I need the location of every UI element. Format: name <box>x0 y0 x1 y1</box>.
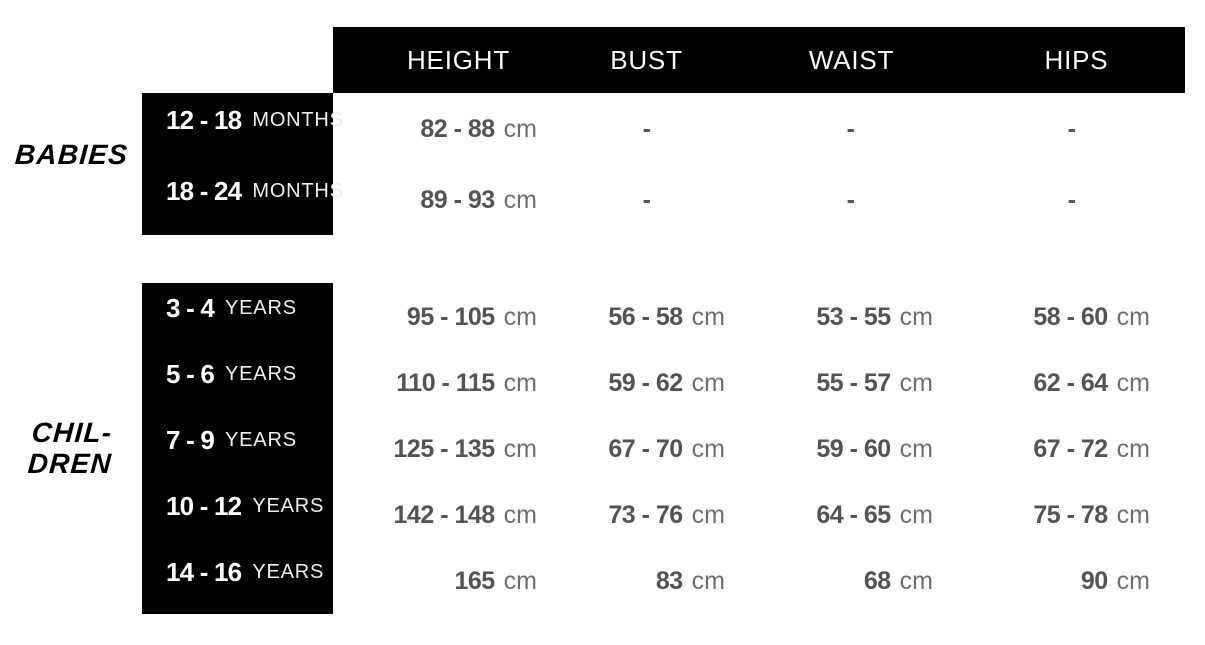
table-row <box>333 349 1185 415</box>
cell-hips <box>965 94 1178 165</box>
cell-value: 90 <box>1080 567 1108 596</box>
cell-unit: cm <box>1116 501 1150 530</box>
age-range: 7 - 9 <box>166 425 215 455</box>
cell-value: 68 <box>863 567 891 596</box>
cell-height <box>333 549 546 615</box>
cell-hips <box>965 165 1178 236</box>
age-unit: MONTHS <box>252 180 344 202</box>
table-row <box>333 93 1185 164</box>
cell-waist <box>759 284 972 350</box>
cell-unit: cm <box>899 302 933 331</box>
cell-value: 142 - 148 <box>393 501 495 530</box>
age-range: 14 - 16 <box>166 557 242 588</box>
cell-unit: cm <box>1116 567 1150 596</box>
cell-value: 110 - 115 <box>396 368 495 397</box>
cell-bust <box>546 416 759 482</box>
cell-value: 89 - 93 <box>420 186 495 214</box>
cell-value: - <box>642 186 651 214</box>
section-label-babies <box>0 84 148 226</box>
section-label-line: CHIL- <box>30 417 114 449</box>
cell-value: 83 <box>655 567 683 596</box>
cell-hips <box>972 284 1185 350</box>
table-row <box>333 415 1185 481</box>
cell-bust <box>546 350 759 416</box>
cell-bust <box>546 549 759 615</box>
cell-unit: cm <box>691 368 725 397</box>
age-unit: YEARS <box>225 429 297 451</box>
cell-value: 67 - 72 <box>1033 435 1108 463</box>
cell-unit: cm <box>1116 302 1150 331</box>
cell-value: 55 - 57 <box>816 368 891 397</box>
cell-value: - <box>1067 186 1076 214</box>
age-unit: YEARS <box>225 362 297 385</box>
age-row-3-4-years <box>142 275 333 341</box>
age-row-14-16-years <box>142 540 333 606</box>
cell-unit: cm <box>691 501 725 530</box>
cell-bust <box>546 284 759 350</box>
cell-value: 53 - 55 <box>816 302 891 331</box>
age-row-10-12-years <box>142 474 333 540</box>
cell-unit: cm <box>899 567 933 596</box>
cell-value: 58 - 60 <box>1033 302 1108 331</box>
age-unit: MONTHS <box>252 109 344 131</box>
babies-data <box>333 93 1185 235</box>
babies-age-box <box>142 93 344 235</box>
cell-bust <box>546 483 759 549</box>
age-row-7-9-years <box>142 407 333 473</box>
cell-value: 62 - 64 <box>1033 368 1108 397</box>
cell-height <box>333 165 546 236</box>
cell-unit: cm <box>899 501 933 530</box>
section-label-line: DREN <box>26 447 114 479</box>
age-range: 10 - 12 <box>166 491 242 522</box>
cell-value: 67 - 70 <box>608 435 683 463</box>
age-unit: YEARS <box>252 561 325 584</box>
cell-hips <box>972 416 1185 482</box>
cell-unit: cm <box>899 435 933 463</box>
cell-waist <box>744 94 957 165</box>
cell-value: 165 <box>454 567 495 596</box>
cell-value: 82 - 88 <box>420 115 495 143</box>
cell-unit: cm <box>503 302 537 331</box>
cell-bust <box>540 94 753 165</box>
table-row <box>333 482 1185 548</box>
age-unit: YEARS <box>225 296 297 319</box>
cell-unit: cm <box>691 435 725 463</box>
cell-value: 56 - 58 <box>608 302 683 331</box>
cell-waist <box>759 483 972 549</box>
cell-height <box>333 350 546 416</box>
column-header-bar <box>333 27 1185 93</box>
section-children <box>0 283 1185 614</box>
column-header-waist: WAIST <box>808 44 895 75</box>
cell-value: 59 - 60 <box>816 435 891 463</box>
column-header-bust: BUST <box>610 44 683 75</box>
column-header-hips: HIPS <box>1044 44 1109 75</box>
cell-value: 125 - 135 <box>393 435 495 463</box>
cell-value: 95 - 105 <box>406 302 495 331</box>
cell-height <box>333 94 546 165</box>
cell-waist <box>759 416 972 482</box>
section-label-line: BABIES <box>14 138 130 170</box>
cell-height <box>333 284 546 350</box>
section-babies <box>0 93 1185 235</box>
cell-unit: cm <box>1116 368 1150 397</box>
cell-unit: cm <box>899 368 933 397</box>
children-age-box <box>142 283 333 614</box>
cell-value: - <box>846 115 855 143</box>
cell-unit: cm <box>691 567 725 596</box>
cell-hips <box>972 483 1185 549</box>
cell-bust <box>540 165 753 236</box>
cell-hips <box>972 549 1185 615</box>
cell-unit: cm <box>503 368 537 397</box>
cell-waist <box>759 549 972 615</box>
cell-height <box>333 483 546 549</box>
age-row-12-18-months <box>142 85 344 156</box>
cell-value: 73 - 76 <box>608 501 683 530</box>
cell-unit: cm <box>503 115 537 143</box>
cell-waist <box>744 165 957 236</box>
age-row-18-24-months <box>142 156 344 227</box>
cell-waist <box>759 350 972 416</box>
cell-unit: cm <box>691 302 725 331</box>
table-row <box>333 283 1185 349</box>
table-row <box>333 548 1185 614</box>
section-label-children <box>0 283 154 614</box>
cell-unit: cm <box>503 501 537 530</box>
cell-value: - <box>1067 115 1076 143</box>
cell-unit: cm <box>503 567 537 596</box>
age-unit: YEARS <box>252 495 325 518</box>
cell-value: - <box>846 186 855 214</box>
age-row-5-6-years <box>142 341 333 407</box>
children-data <box>333 283 1185 614</box>
age-range: 18 - 24 <box>166 176 242 206</box>
cell-unit: cm <box>1116 435 1150 463</box>
age-range: 12 - 18 <box>166 105 242 135</box>
table-row <box>333 164 1185 235</box>
cell-value: 59 - 62 <box>608 368 683 397</box>
age-range: 5 - 6 <box>166 358 215 389</box>
column-header-height: HEIGHT <box>406 44 511 75</box>
cell-value: - <box>642 115 651 143</box>
cell-hips <box>972 350 1185 416</box>
cell-height <box>333 416 546 482</box>
cell-unit: cm <box>503 435 537 463</box>
cell-value: 75 - 78 <box>1033 501 1108 530</box>
cell-unit: cm <box>503 186 537 214</box>
cell-value: 64 - 65 <box>816 501 891 530</box>
age-range: 3 - 4 <box>166 292 215 323</box>
